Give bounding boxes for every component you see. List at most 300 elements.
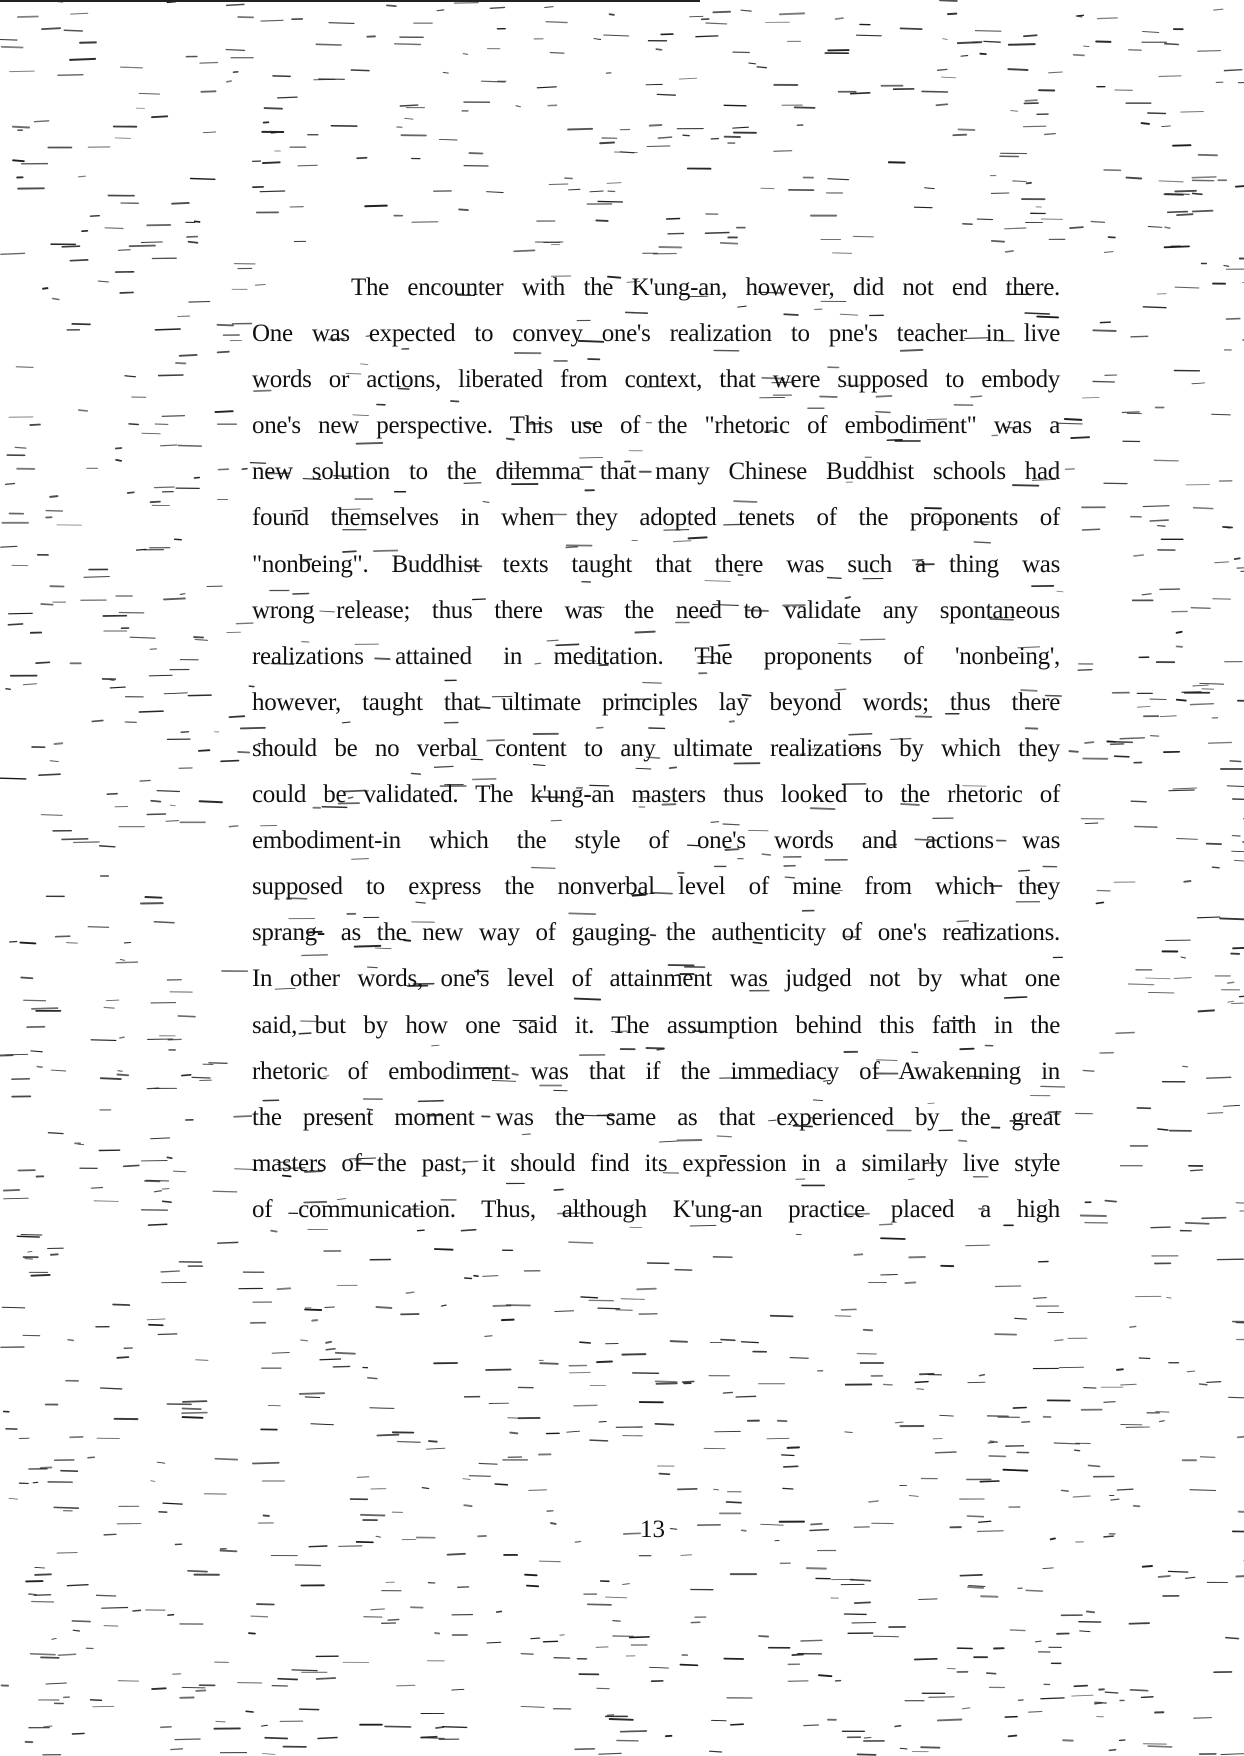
noise-speck [600, 143, 614, 144]
noise-speck [1029, 1711, 1042, 1712]
noise-speck [495, 1484, 507, 1485]
noise-speck [771, 1316, 793, 1317]
noise-speck [864, 1737, 871, 1738]
noise-speck [318, 1738, 337, 1739]
noise-speck [516, 106, 520, 107]
noise-speck [51, 1254, 58, 1255]
noise-speck [118, 250, 130, 251]
text-line: The encounter with the K'ung-an, however, did not end there. [351, 274, 1060, 301]
noise-speck [1117, 1489, 1133, 1490]
noise-speck [180, 594, 185, 595]
noise-speck [435, 1249, 453, 1250]
noise-speck [936, 104, 947, 105]
noise-speck [79, 410, 87, 411]
noise-speck [1197, 917, 1219, 918]
noise-speck [1232, 836, 1240, 837]
noise-speck [485, 1336, 492, 1337]
noise-speck [97, 1595, 116, 1596]
noise-speck [175, 539, 182, 540]
noise-speck [514, 250, 534, 251]
noise-speck [1143, 307, 1166, 308]
noise-speck [1212, 867, 1219, 868]
noise-speck [881, 1238, 905, 1239]
noise-speck [1207, 844, 1221, 845]
noise-speck [1175, 191, 1196, 192]
noise-speck [922, 91, 947, 92]
text-line: embodiment-in which the style of one's words and actions was [252, 827, 1060, 855]
noise-speck [920, 1374, 934, 1375]
noise-speck [435, 1633, 439, 1634]
noise-speck [992, 241, 1004, 242]
noise-speck [10, 942, 17, 943]
noise-speck [317, 1678, 336, 1679]
noise-speck [104, 1534, 116, 1535]
noise-speck [710, 1751, 722, 1752]
noise-speck [909, 1496, 918, 1497]
noise-speck [1062, 1490, 1069, 1491]
noise-speck [1008, 69, 1027, 70]
noise-speck [1148, 1746, 1171, 1747]
text-line: masters of the past, it should find its expression in a similarly live style [252, 1149, 1060, 1177]
noise-speck [623, 1584, 630, 1585]
noise-speck [1232, 851, 1244, 852]
noise-speck [387, 5, 396, 6]
noise-speck [73, 1630, 79, 1631]
noise-speck [53, 299, 59, 300]
noise-speck [479, 1463, 497, 1464]
noise-speck [1095, 1703, 1102, 1704]
noise-speck [154, 922, 174, 923]
noise-speck [1194, 1718, 1212, 1719]
noise-speck [1198, 51, 1221, 52]
noise-speck [590, 1440, 607, 1441]
noise-speck [162, 416, 184, 417]
noise-speck [41, 1657, 59, 1658]
noise-speck [170, 805, 175, 806]
noise-speck [325, 1307, 334, 1308]
noise-speck [521, 1654, 533, 1655]
noise-speck [884, 1384, 893, 1385]
noise-speck [854, 1254, 862, 1255]
noise-speck [857, 1354, 876, 1355]
noise-speck [568, 129, 592, 130]
noise-speck [943, 39, 948, 40]
noise-speck [67, 1585, 88, 1586]
noise-speck [960, 1575, 982, 1576]
noise-speck [21, 978, 32, 979]
noise-speck [1191, 1170, 1203, 1171]
noise-speck [959, 129, 975, 130]
noise-speck [1177, 632, 1182, 633]
noise-speck [200, 63, 218, 64]
noise-speck [161, 1727, 171, 1728]
noise-speck [104, 1007, 114, 1008]
noise-speck [273, 76, 290, 77]
noise-speck [1121, 1384, 1137, 1385]
noise-speck [443, 1727, 467, 1728]
text-line: wrong release; thus there was the need to validate any spontaneous [252, 596, 1060, 624]
body-paragraph [252, 265, 1060, 1233]
noise-speck [774, 151, 792, 152]
noise-speck [736, 1396, 756, 1397]
noise-speck [775, 1540, 779, 1541]
noise-speck [980, 1481, 999, 1482]
noise-speck [790, 1358, 808, 1359]
noise-speck [597, 1362, 612, 1363]
noise-speck [1013, 1408, 1026, 1409]
noise-speck [6, 484, 15, 485]
noise-speck [263, 162, 280, 163]
noise-speck [1009, 44, 1035, 45]
noise-speck [606, 1597, 627, 1598]
noise-speck [249, 1633, 255, 1634]
noise-speck [376, 1307, 391, 1308]
noise-speck [714, 1489, 719, 1490]
noise-speck [200, 801, 222, 802]
noise-speck [178, 446, 201, 447]
noise-speck [129, 424, 138, 425]
noise-speck [929, 1697, 954, 1698]
noise-speck [727, 1502, 742, 1503]
noise-speck [195, 221, 200, 222]
noise-speck [141, 242, 162, 243]
noise-speck [833, 253, 852, 254]
noise-speck [549, 184, 568, 185]
noise-speck [792, 1654, 803, 1655]
noise-speck [161, 1271, 179, 1272]
noise-speck [1083, 1070, 1094, 1071]
noise-speck [329, 23, 354, 24]
noise-speck [622, 1354, 645, 1355]
noise-speck [1209, 742, 1232, 743]
noise-speck [1158, 1129, 1168, 1130]
noise-speck [1078, 670, 1092, 671]
noise-speck [1100, 322, 1110, 323]
noise-speck [305, 1309, 321, 1310]
noise-speck [1186, 1577, 1195, 1578]
noise-speck [483, 1276, 498, 1277]
noise-speck [272, 1353, 289, 1354]
noise-speck [675, 1270, 692, 1271]
noise-speck [1081, 1216, 1106, 1217]
noise-speck [463, 54, 467, 55]
noise-speck [336, 1353, 355, 1354]
noise-speck [1168, 212, 1188, 213]
noise-speck [175, 1739, 200, 1740]
noise-speck [64, 30, 82, 31]
noise-speck [42, 28, 60, 29]
noise-speck [1151, 1227, 1170, 1228]
noise-speck [901, 28, 922, 29]
noise-speck [795, 107, 815, 108]
noise-speck [220, 1551, 236, 1552]
noise-speck [1226, 1638, 1239, 1639]
noise-speck [981, 1596, 997, 1597]
noise-speck [365, 206, 387, 207]
noise-speck [1240, 259, 1244, 260]
noise-speck [1134, 555, 1143, 556]
noise-speck [326, 1349, 335, 1350]
noise-speck [855, 1602, 870, 1603]
noise-speck [465, 1278, 472, 1279]
noise-speck [151, 801, 160, 802]
noise-speck [657, 1383, 677, 1384]
noise-speck [84, 577, 109, 578]
noise-speck [157, 791, 179, 792]
noise-speck [128, 492, 134, 493]
noise-speck [4, 1198, 29, 1199]
noise-speck [370, 1408, 394, 1409]
noise-speck [94, 1201, 118, 1202]
noise-speck [464, 1505, 471, 1506]
noise-speck [615, 152, 638, 153]
noise-speck [110, 687, 125, 688]
noise-speck [537, 87, 556, 88]
noise-speck [422, 1488, 428, 1489]
noise-speck [173, 1171, 186, 1172]
noise-speck [1224, 70, 1241, 71]
noise-speck [397, 1685, 415, 1686]
noise-speck [234, 1116, 251, 1117]
noise-speck [182, 1687, 205, 1688]
noise-speck [1181, 112, 1204, 113]
noise-speck [713, 12, 730, 13]
noise-speck [811, 1524, 822, 1525]
noise-speck [54, 1507, 78, 1508]
noise-speck [133, 1610, 140, 1611]
noise-speck [151, 1481, 155, 1482]
noise-speck [900, 1748, 907, 1749]
noise-speck [671, 1341, 687, 1342]
noise-speck [216, 1721, 225, 1722]
noise-speck [106, 1000, 118, 1001]
noise-speck [1111, 1499, 1119, 1500]
noise-speck [91, 216, 100, 217]
noise-speck [1027, 183, 1031, 184]
noise-speck [630, 1637, 650, 1638]
noise-speck [406, 1292, 414, 1293]
noise-speck [218, 352, 229, 353]
noise-speck [1105, 1201, 1116, 1202]
text-line: realizations attained in meditation. The proponents of 'nonbeing', [252, 642, 1060, 670]
noise-speck [400, 105, 417, 106]
noise-speck [1165, 194, 1183, 195]
noise-speck [895, 1422, 903, 1423]
noise-speck [801, 1640, 822, 1641]
noise-speck [162, 1189, 168, 1190]
noise-speck [124, 1165, 139, 1166]
noise-speck [1, 546, 17, 547]
noise-speck [385, 1726, 411, 1727]
noise-speck [741, 10, 751, 11]
noise-speck [598, 1308, 620, 1309]
noise-speck [91, 1188, 102, 1189]
noise-speck [1193, 211, 1213, 212]
noise-speck [1186, 1223, 1209, 1224]
noise-speck [596, 1647, 608, 1648]
noise-speck [1105, 252, 1114, 253]
noise-speck [72, 1733, 84, 1734]
noise-speck [140, 780, 150, 781]
noise-speck [194, 478, 199, 479]
noise-speck [1131, 1690, 1148, 1691]
noise-speck [1227, 786, 1244, 787]
noise-speck [1208, 1113, 1223, 1114]
noise-speck [41, 815, 62, 816]
noise-speck [1149, 993, 1175, 994]
noise-speck [914, 207, 932, 208]
noise-speck [921, 1747, 939, 1748]
noise-speck [1200, 683, 1224, 684]
noise-speck [171, 1749, 183, 1750]
noise-speck [67, 943, 78, 944]
noise-speck [1190, 1490, 1216, 1491]
noise-speck [429, 1441, 437, 1442]
noise-speck [948, 14, 956, 15]
text-line: new solution to the dilemma that many Chinese Buddhist schools had [252, 458, 1060, 486]
noise-speck [1187, 1371, 1194, 1372]
noise-speck [33, 1482, 38, 1483]
noise-speck [607, 183, 621, 184]
noise-speck [1240, 996, 1244, 997]
text-line: supposed to express the nonverbal level of mine from which they [252, 873, 1060, 901]
noise-speck [940, 0, 957, 1]
noise-speck [1177, 839, 1198, 840]
noise-speck [1091, 222, 1104, 223]
noise-speck [15, 447, 26, 448]
noise-speck [657, 94, 675, 95]
noise-speck [895, 1726, 901, 1727]
noise-speck [502, 1320, 514, 1321]
noise-speck [539, 1561, 560, 1562]
noise-speck [487, 192, 504, 193]
noise-speck [61, 1471, 77, 1472]
noise-speck [463, 1479, 470, 1480]
noise-speck [9, 1498, 17, 1499]
noise-speck [731, 1724, 743, 1725]
noise-speck [150, 649, 156, 650]
noise-speck [278, 1679, 297, 1680]
noise-speck [610, 1719, 633, 1720]
text-line: said, but by how one said it. The assumption behind this faith in the [252, 1011, 1060, 1039]
noise-speck [1230, 761, 1241, 762]
noise-speck [1194, 508, 1213, 509]
noise-speck [984, 41, 1000, 42]
noise-speck [1085, 742, 1093, 743]
noise-speck [1049, 72, 1063, 73]
noise-speck [540, 1363, 557, 1364]
noise-speck [1117, 1369, 1123, 1370]
noise-speck [32, 1602, 54, 1603]
text-line: of communication. Thus, although K'ung-an practice placed a high [252, 1195, 1060, 1223]
noise-speck [120, 292, 133, 293]
noise-speck [79, 176, 86, 177]
noise-speck [309, 1546, 327, 1547]
text-line: rhetoric of embodiment was that if the immediacy of Awakenning in [252, 1057, 1060, 1085]
noise-speck [1159, 181, 1183, 182]
noise-speck [92, 721, 103, 722]
noise-speck [1234, 860, 1244, 861]
noise-speck [195, 639, 207, 640]
noise-speck [650, 125, 662, 126]
noise-speck [1165, 227, 1170, 228]
noise-speck [1169, 790, 1194, 791]
noise-speck [421, 1737, 437, 1738]
noise-speck [917, 1389, 924, 1390]
noise-speck [147, 814, 165, 815]
noise-speck [48, 1133, 63, 1134]
noise-speck [376, 1536, 381, 1537]
noise-speck [851, 1580, 871, 1581]
noise-speck [1043, 1568, 1053, 1569]
noise-speck [656, 49, 661, 50]
noise-speck [9, 613, 33, 614]
noise-speck [1143, 1566, 1152, 1567]
noise-speck [1131, 336, 1148, 337]
noise-speck [1177, 214, 1193, 215]
noise-speck [980, 1375, 985, 1376]
noise-speck [226, 50, 244, 51]
noise-speck [227, 81, 231, 82]
noise-speck [320, 1359, 341, 1360]
noise-speck [149, 675, 172, 676]
noise-speck [333, 1366, 349, 1367]
noise-speck [1011, 111, 1018, 112]
noise-speck [1026, 1590, 1042, 1591]
noise-speck [575, 1749, 594, 1750]
noise-speck [1215, 562, 1229, 563]
noise-speck [398, 1442, 421, 1443]
noise-speck [213, 1191, 237, 1192]
noise-speck [733, 127, 749, 128]
noise-speck [107, 794, 117, 795]
noise-speck [1181, 957, 1185, 958]
noise-speck [555, 1311, 574, 1312]
noise-speck [851, 93, 870, 94]
noise-speck [1033, 1298, 1046, 1299]
noise-speck [989, 1456, 1005, 1457]
noise-speck [941, 77, 955, 78]
noise-speck [1200, 1384, 1207, 1385]
noise-speck [37, 1067, 42, 1068]
noise-speck [497, 1611, 502, 1612]
noise-speck [607, 1715, 613, 1716]
noise-speck [0, 40, 17, 41]
noise-speck [30, 425, 40, 426]
noise-speck [804, 1725, 819, 1726]
noise-speck [41, 1467, 52, 1468]
noise-speck [1087, 1612, 1094, 1613]
noise-speck [474, 1276, 478, 1277]
noise-speck [1207, 1077, 1231, 1078]
noise-speck [961, 56, 968, 57]
noise-speck [151, 1138, 170, 1139]
noise-speck [181, 732, 188, 733]
noise-speck [357, 158, 366, 159]
noise-speck [21, 1235, 41, 1236]
noise-speck [864, 1330, 872, 1331]
noise-speck [229, 826, 237, 827]
noise-speck [621, 1299, 644, 1300]
noise-speck [116, 962, 137, 963]
noise-speck [1192, 177, 1216, 178]
noise-speck [968, 1587, 983, 1588]
noise-speck [368, 1378, 377, 1379]
noise-speck [196, 1690, 205, 1691]
noise-speck [44, 1726, 52, 1727]
noise-speck [182, 1075, 191, 1076]
noise-speck [1239, 82, 1244, 83]
